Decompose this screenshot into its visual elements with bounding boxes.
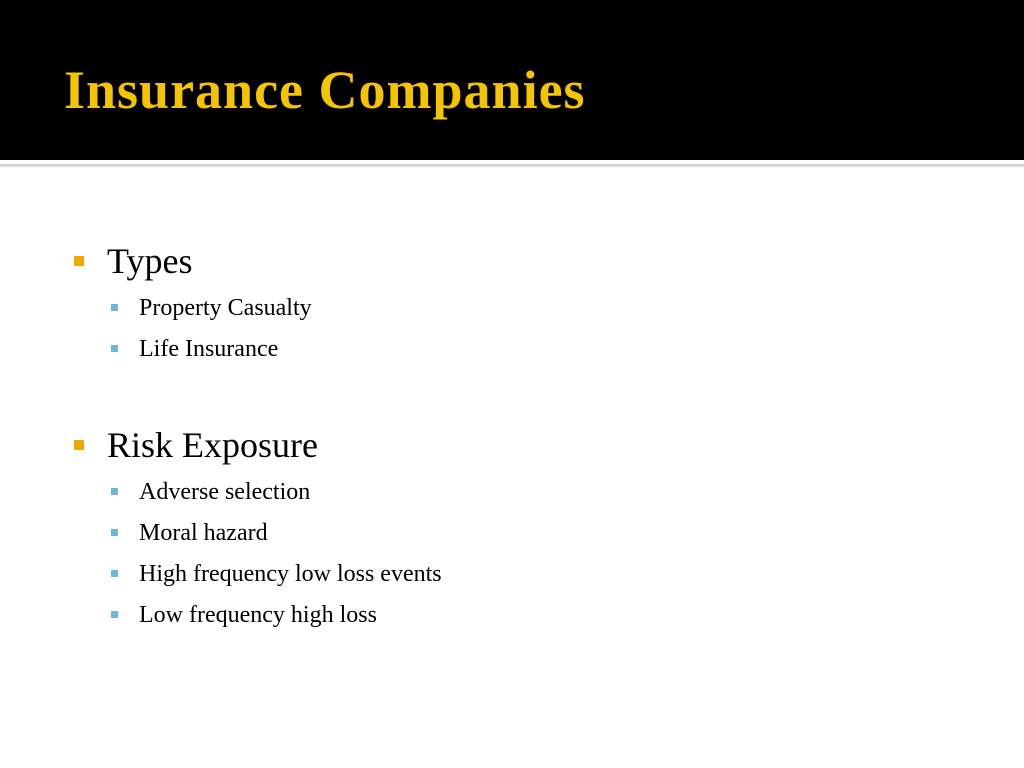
bullet-square-icon	[74, 440, 84, 450]
bullet-level2-item: High frequency low loss events	[139, 561, 442, 587]
bullet-square-icon	[111, 304, 118, 311]
bullet-level1-risk-exposure: Risk Exposure	[107, 425, 318, 465]
bullet-square-icon	[111, 488, 118, 495]
bullet-square-icon	[74, 256, 84, 266]
bullet-level2-item: Adverse selection	[139, 479, 311, 505]
bullet-level1-types: Types	[107, 241, 193, 281]
bullet-level2-item: Property Casualty	[139, 295, 312, 321]
bullet-level2-item: Low frequency high loss	[139, 602, 377, 628]
bullet-square-icon	[111, 570, 118, 577]
bullet-square-icon	[111, 529, 118, 536]
bullet-square-icon	[111, 345, 118, 352]
bullet-level2-item: Life Insurance	[139, 336, 279, 362]
bullet-square-icon	[111, 611, 118, 618]
slide-title: Insurance Companies	[64, 60, 586, 120]
bullet-level2-item: Moral hazard	[139, 520, 268, 546]
